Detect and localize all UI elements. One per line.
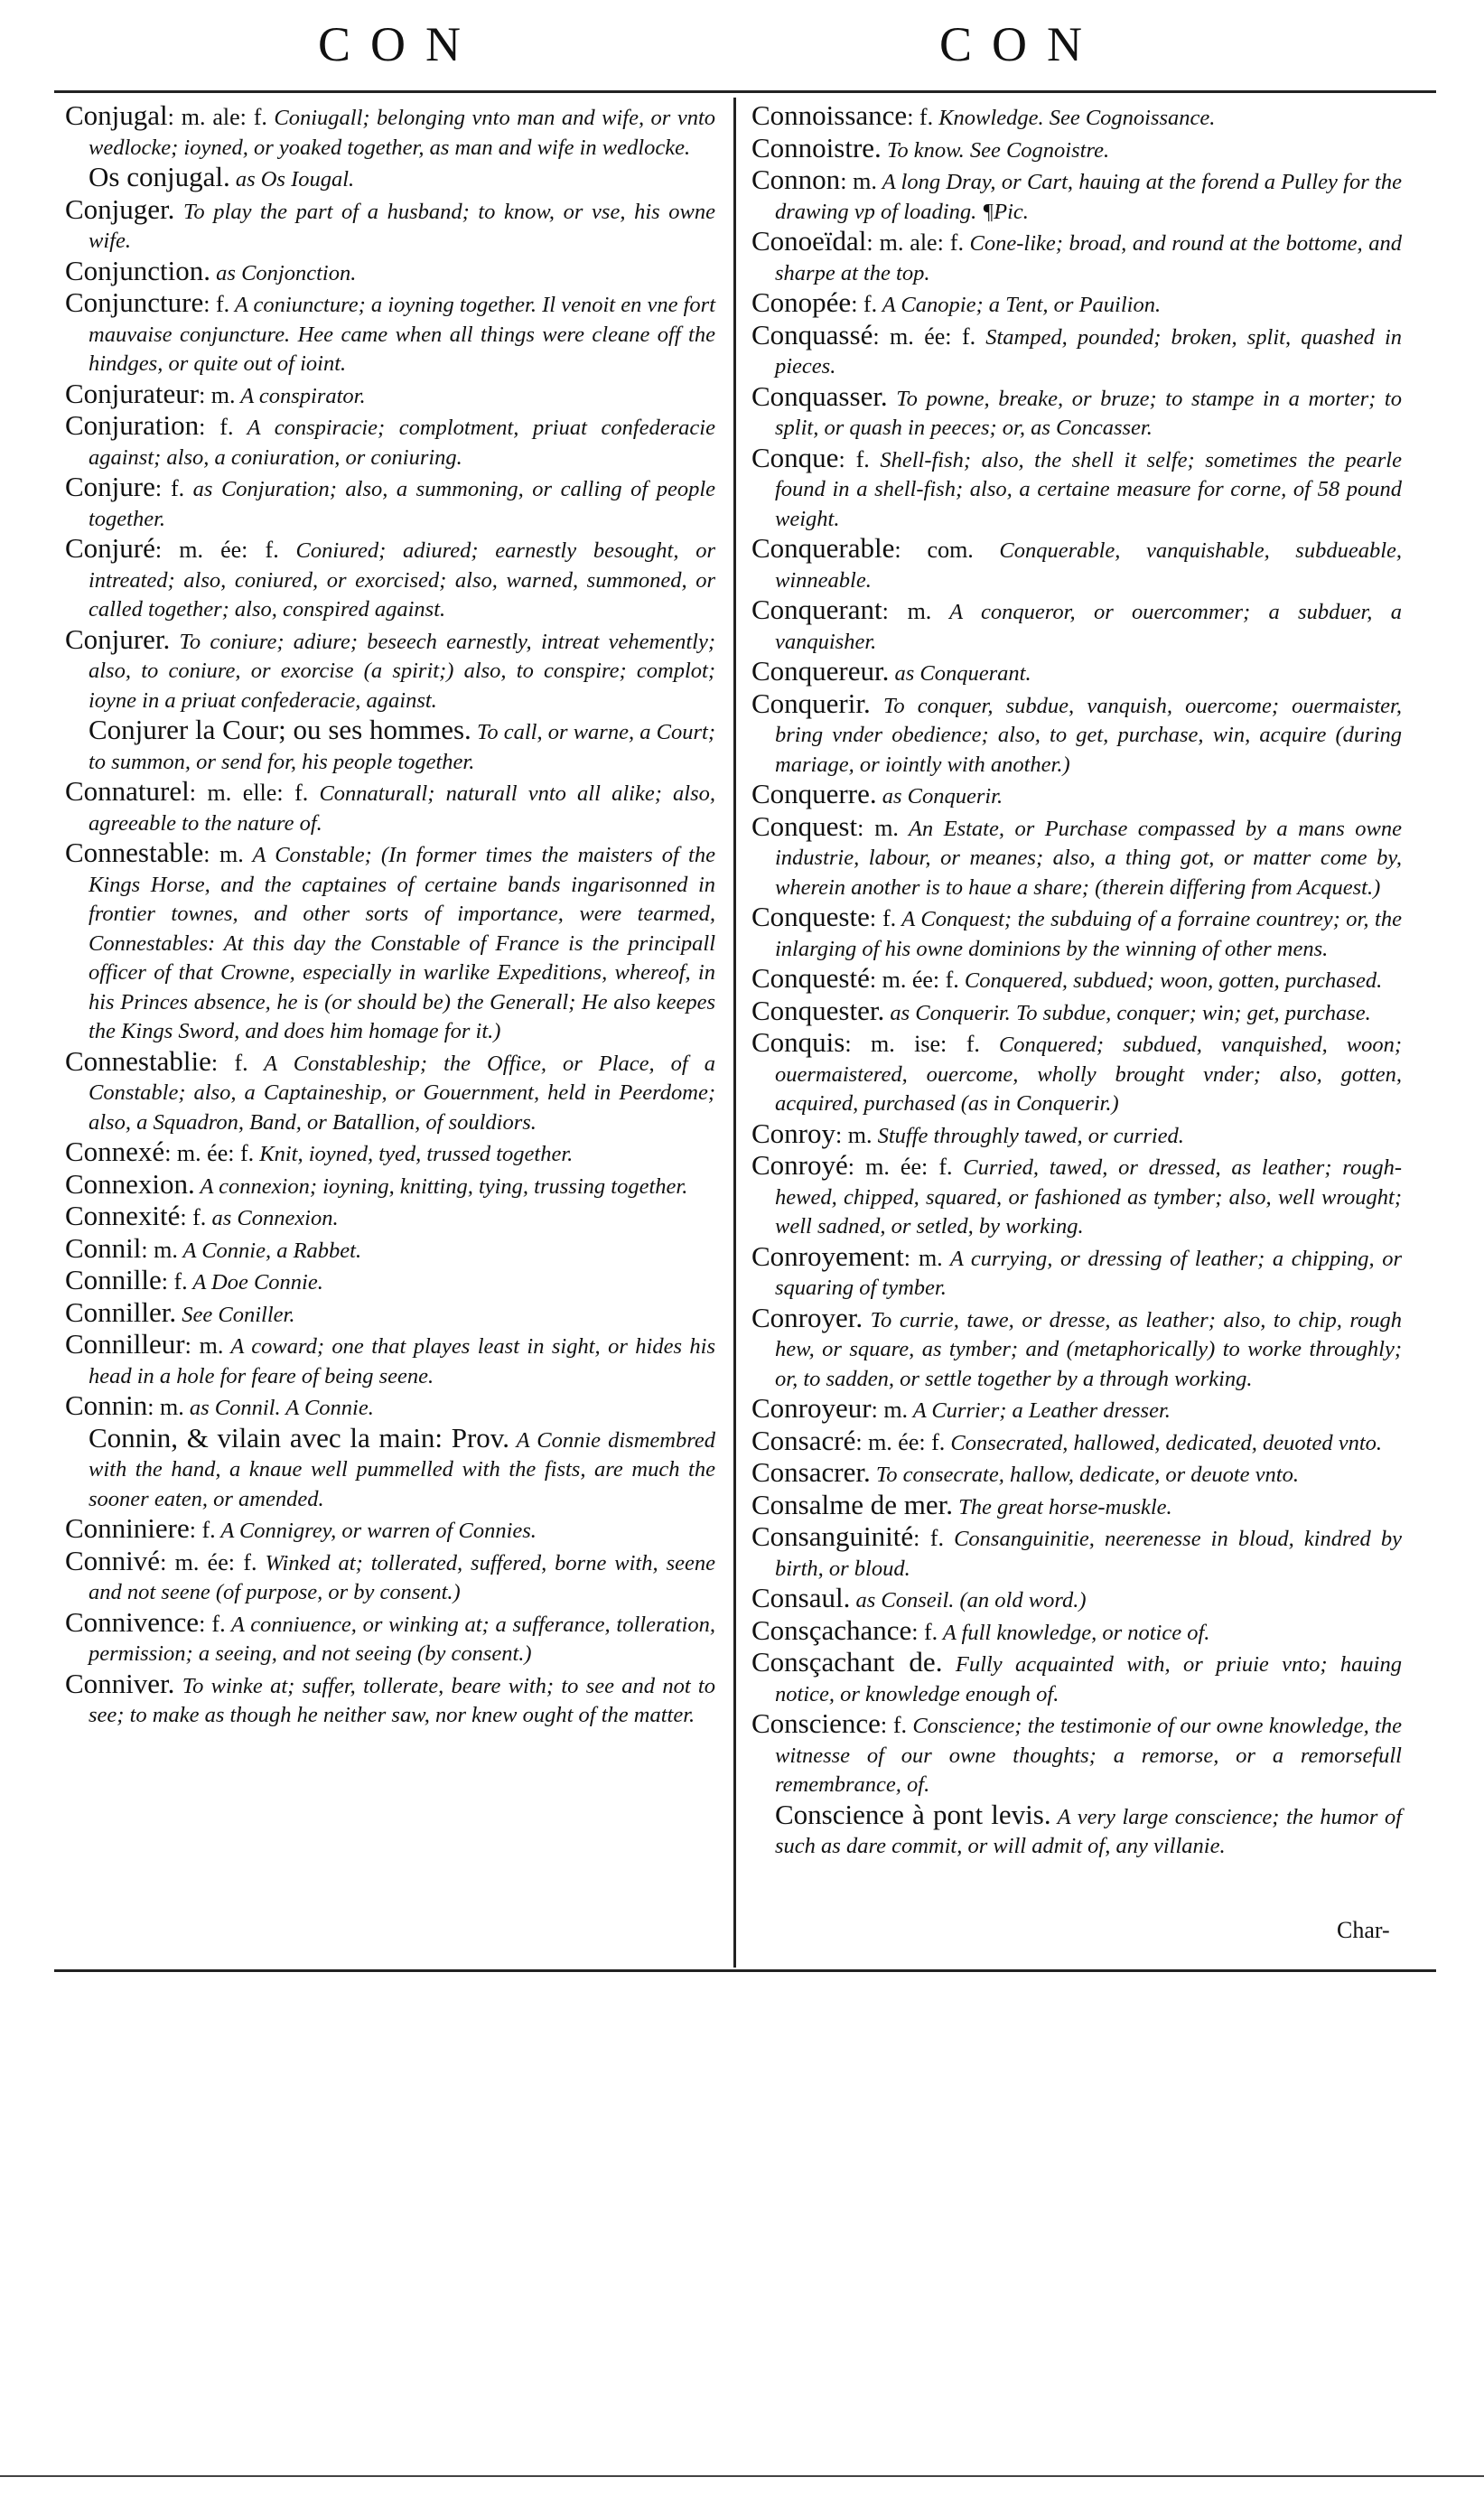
entry-headword: Conque [751,441,839,473]
entry-definition: To winke at; suffer, tollerate, beare with; to see and not to see; to make as though he neither saw, nor knew ought of the matter. [89,1673,715,1727]
entry-grammar: : f. [161,1268,188,1295]
dictionary-entry [751,964,1402,996]
entry-headword: Conjurateur [65,377,200,409]
dictionary-entry [65,1330,715,1391]
top-rule [54,90,1436,93]
dictionary-entry [65,715,715,777]
entry-grammar: : f. [880,1712,907,1738]
dictionary-entry [751,1301,1402,1395]
entry-headword: Conjuger. [65,192,175,225]
entry-grammar: : m. ée: f. [847,1154,953,1180]
entry-grammar: : m. [203,841,244,867]
entry-headword: Connille [65,1264,162,1295]
entry-definition: A Connie, a Rabbet. [177,1238,362,1263]
entry-headword: Consanguinité [751,1520,914,1552]
entry-definition: A Canopie; a Tent, or Pauilion. [877,293,1162,317]
dictionary-entry [751,165,1402,227]
entry-definition: To call, or warne, a Court; to summon, or send for, his people together. [89,720,715,774]
entry-headword: Conquis [751,1026,845,1058]
dictionary-entry [751,689,1402,781]
right-column [751,101,1402,1862]
entry-grammar: : m. [871,1397,909,1423]
dictionary-entry [751,902,1402,964]
entry-headword: Conquesté [751,962,870,994]
entry-headword: Conquest [751,809,858,842]
entry-definition: as Conjonction. [210,260,357,285]
entry-grammar: : m. [184,1332,224,1359]
entry-headword: Conqueste [751,901,870,932]
entry-definition: A Connigrey, or warren of Connies. [215,1519,537,1543]
entry-definition: A full knowledge, or notice of. [938,1620,1210,1645]
entry-headword: Conroy [751,1117,835,1149]
entry-headword: Consaul. [751,1582,851,1613]
dictionary-entry [65,1266,715,1298]
entry-definition: A conspirator. [235,383,366,408]
dictionary-entry [65,1544,715,1608]
entry-headword: Conquester. [751,994,885,1026]
entry-definition: Stamped, pounded; broken, split, quashed in pieces. [775,324,1402,379]
entry-definition: as Conquerir. [876,784,1003,809]
entry-headword: Conniver. [65,1667,175,1699]
dictionary-entry [751,1522,1402,1584]
entry-grammar: : m. ée: f. [160,1548,257,1575]
dictionary-entry [65,192,715,257]
entry-headword: Conquasser. [751,379,888,412]
entry-grammar: : f. [907,104,934,130]
dictionary-entry [751,1151,1402,1242]
entry-headword: Conjurer. [65,622,171,655]
entry-definition: Cone-like; broad, and round at the bottome, and sharpe at the top. [775,231,1402,285]
entry-grammar: : m. ée: f. [869,967,959,993]
dictionary-entry [751,318,1402,382]
entry-grammar: : f. [869,905,897,931]
entry-headword: Conroyeur [751,1392,872,1424]
running-head-left: CON [318,17,481,71]
entry-headword: Conroyement [751,1239,904,1272]
entry-headword: Conquereur. [751,655,890,687]
entry-grammar: : f. [180,1204,207,1230]
dictionary-entry [751,227,1402,288]
dictionary-entry [65,1137,715,1170]
entry-headword: Connin [65,1389,148,1421]
entry-headword: Conquassé [751,318,873,351]
entry-definition: A coniuncture; a ioyning together. Il venoit en vne fort mauvaise conjuncture. Hee came when all things were cleane off the hindges, or quite out of ioint. [89,293,715,376]
entry-grammar: : m. ée: f. [154,537,279,563]
dictionary-entry [65,1167,715,1202]
entry-headword: Connin, & vilain avec la main: Prov. [89,1421,510,1454]
dictionary-entry [751,1394,1402,1426]
entry-headword: Conquerre. [751,778,877,809]
dictionary-entry [65,838,715,1047]
dictionary-entry [751,1800,1402,1862]
entry-headword: Connexité [65,1200,181,1231]
entry-definition: A Doe Connie. [187,1270,323,1295]
entry-definition: Knowledge. See Cognoissance. [933,106,1216,130]
entry-definition: An Estate, or Purchase compassed by a mans owne industrie, labour, or meanes; also, a thing got, or matter come by, wherein another is to haue a share; (therein differing from Acquest.) [775,816,1402,900]
dictionary-entry [65,411,715,472]
dictionary-entry [65,101,715,163]
dictionary-entry [65,1669,715,1731]
entry-grammar: : f. [838,445,870,472]
entry-definition: Shell-fish; also, the shell it selfe; sometimes the pearle found in a shell-fish; also, a certaine measure for corne, of 58 pound weight. [775,447,1402,531]
entry-definition: A Currier; a Leather dresser. [908,1398,1171,1423]
entry-grammar: : f. [911,1618,938,1645]
entry-grammar: : f. [210,1049,248,1076]
entry-headword: Conjunction. [65,254,211,286]
entry-grammar: : m. [903,1244,943,1271]
dictionary-entry [65,1514,715,1547]
dictionary-entry [751,288,1402,321]
entry-definition: Curried, tawed, or dressed, as leather; rough-hewed, chipped, squared, or fashioned as tymber; also, well wrought; well sadned, or setled, by working. [775,1155,1402,1239]
entry-headword: Consacré [751,1424,856,1456]
dictionary-entry [65,777,715,838]
dictionary-entry [751,379,1402,444]
entry-grammar: : f. [203,291,230,317]
entry-headword: Conquerable [751,532,895,564]
entry-headword: Conniniere [65,1512,190,1544]
entry-definition: A Constableship; the Office, or Place, of a Constable; also, a Captaineship, or Gouernment, held in Peerdome; also, a Squadron, Band, or Batallion, of souldiors. [89,1051,715,1135]
dictionary-entry [65,1044,715,1138]
column-divider [733,98,736,1968]
entry-headword: Conjuration [65,409,200,441]
dictionary-entry [751,809,1402,903]
entry-headword: Conquerir. [751,687,871,719]
entry-definition: as Connexion. [206,1206,339,1230]
entry-definition: Coniured; adiured; earnestly besought, or intreated; also, coniured, or exorcised; also, warned, summoned, or called together; also, conspired against. [89,538,715,622]
entry-headword: Conjugal [65,99,168,131]
entry-definition: A conniuence, or winking at; a sufferance, tolleration, permission; a seeing, and not seeing (by consent.) [89,1612,715,1666]
bottom-rule [54,1969,1436,1972]
entry-headword: Consçachance [751,1613,912,1646]
dictionary-entry [65,379,715,412]
entry-definition: A Connie dismembred with the hand, a knaue well pummelled with the fists, are much the sooner eaten, or amended. [89,1427,715,1511]
dictionary-entry [65,254,715,289]
dictionary-entry [751,1648,1402,1709]
entry-definition: Consanguinitie, neerenesse in bloud, kindred by birth, or bloud. [775,1527,1402,1581]
entry-headword: Conjuncture [65,286,204,318]
entry-definition: A connexion; ioyning, knitting, tying, trussing together. [194,1173,688,1199]
entry-definition: To consecrate, hallow, dedicate, or deuote vnto. [870,1463,1299,1487]
entry-definition: Winked at; tollerated, suffered, borne with, seene and not seene (of purpose, or by consent.) [89,1550,715,1604]
entry-definition: To know. See Cognoistre. [881,137,1110,163]
dictionary-entry [751,1709,1402,1800]
entry-headword: Connestable [65,837,204,868]
entry-definition: Stuffe throughly tawed, or curried. [872,1123,1184,1148]
entry-definition: Conscience; the testimonie of our owne knowledge, the witnesse of our owne thoughts; a remorse, or a remorsefull remembrance, of. [775,1714,1402,1797]
entry-grammar: : f. [199,414,234,440]
entry-headword: Connil [65,1231,142,1264]
entry-grammar: : com. [894,537,974,563]
dictionary-entry [751,131,1402,166]
dictionary-entry [65,1605,715,1669]
entry-headword: Conniller. [65,1295,177,1328]
dictionary-entry [65,1421,715,1515]
entry-headword: Conscience à pont levis. [775,1798,1051,1830]
entry-grammar: : m. [141,1236,178,1263]
entry-definition: as Connil. A Connie. [183,1396,374,1420]
dictionary-entry [751,1028,1402,1119]
entry-definition: A long Dray, or Cart, hauing at the forend a Pulley for the drawing vp of loading. ¶Pic. [775,170,1402,224]
dictionary-entry [65,163,715,195]
entry-definition: The great horse-muskle. [952,1494,1172,1519]
entry-grammar: : m. [835,1121,873,1148]
entry-definition: To conquer, subdue, vanquish, ouercome; ouermaister, bring vnder obedience; also, to get, purchase, win, acquire (during mariage, or iointly with another.) [775,693,1402,777]
dictionary-entry [751,1613,1402,1649]
entry-headword: Os conjugal. [89,161,230,192]
entry-grammar: : m. ée: f. [855,1428,946,1455]
entry-headword: Connon [751,164,841,195]
dictionary-entry [65,472,715,534]
entry-headword: Connivence [65,1605,200,1638]
entry-headword: Connaturel [65,775,190,807]
entry-definition: Connaturall; naturall vnto all alike; also, agreeable to the nature of. [89,781,715,836]
entry-definition: Knit, ioyned, tyed, trussed together. [254,1142,574,1166]
entry-headword: Consalme de mer. [751,1488,953,1520]
entry-headword: Conjurer la Cour; ou ses hommes. [89,714,471,745]
entry-definition: as Conjuration; also, a summoning, or calling of people together. [89,477,716,531]
page-header [0,16,1484,89]
dictionary-entry [751,1584,1402,1616]
entry-grammar: : f. [199,1610,226,1637]
entry-headword: Conroyer. [751,1301,863,1333]
entry-grammar: : f. [851,291,878,317]
entry-definition: A conqueror, or ouercommer; a subduer, a vanquisher. [775,600,1402,654]
entry-headword: Connestablie [65,1044,211,1077]
entry-headword: Conoeïdal [751,225,867,257]
entry-definition: A Constable; (In former times the maisters of the Kings Horse, and the captaines of certaine bands ingarisonned in frontier townes, and other sorts of importance, were tearmed, Connestables: At this day the Constable of France is the principall officer of that Crowne, especially in warlike Expeditions, whereof, in his Princes absence, he is (or should be) the Generall; He also keepes the Kings Sword, and does him homage for it.) [89,843,715,1043]
entry-headword: Connilleur [65,1328,185,1360]
entry-definition: as Conquerir. To subdue, conquer; win; get, purchase. [884,1000,1371,1025]
dictionary-entry [751,1239,1403,1304]
entry-definition: To coniure; adiure; beseech earnestly, intreat vehemently; also, to coniure, or exorcise (a spirit;) also, to conspire; complot; ioyne in a priuat confederacie, against. [89,629,715,713]
dictionary-entry [65,1295,715,1331]
entry-grammar: : m. [840,168,877,194]
entry-grammar: : f. [154,475,185,501]
dictionary-entry [65,534,715,625]
dictionary-entry [751,1426,1402,1459]
entry-grammar: : m. [882,598,932,624]
running-head-right: CON [939,17,1103,71]
entry-definition: To currie, tawe, or dresse, as leather; also, to chip, rough hew, or square, as tymber; and (metaphorically) to worke throughly; or, to sadden, or settle together by a through working. [775,1307,1402,1391]
entry-definition: as Conseil. (an old word.) [850,1588,1087,1613]
dictionary-entry [65,1231,715,1267]
dictionary-entry [751,595,1402,657]
entry-definition: A currying, or dressing of leather; a chipping, or squaring of tymber. [775,1246,1403,1300]
entry-headword: Conopée [751,286,852,318]
entry-definition: A coward; one that playes least in sight, or hides his head in a hole for feare of being seene. [89,1334,716,1388]
catchword: Char- [1337,1917,1390,1943]
entry-headword: Conroyé [751,1149,848,1181]
entry-definition: A conspiracie; complotment, priuat confederacie against; also, a coniuration, or coniuring. [89,416,715,470]
entry-grammar: : m. ée: f. [873,323,976,350]
dictionary-entry [751,1458,1402,1491]
entry-grammar: : m. [857,814,899,841]
entry-headword: Consacrer. [751,1456,871,1488]
entry-grammar: : m. [147,1394,184,1420]
entry-definition: To play the part of a husband; to know, or vse, his owne wife. [89,199,715,253]
entry-definition: Coniugall; belonging vnto man and wife, or vnto wedlocke; ioyned, or yoaked together, as man and wife in wedlocke. [89,106,716,160]
entry-definition: To powne, breake, or bruze; to stampe in a morter; to split, or quash in peeces; or, as Concasser. [775,386,1402,440]
entry-grammar: : f. [189,1517,216,1543]
entry-definition: A Conquest; the subduing of a forraine countrey; or, the inlarging of his owne dominions by the winning of other mens. [775,907,1402,961]
entry-grammar: : m. elle: f. [189,780,309,806]
entry-grammar: : m. ée: f. [164,1140,255,1166]
entry-headword: Conquerant [751,594,882,625]
left-column [65,101,715,1731]
entry-grammar: : m. ale: f. [866,229,964,256]
entry-headword: Consçachant de. [751,1646,943,1678]
dictionary-entry [65,1391,715,1424]
entry-definition: Fully acquainted with, or priuie vnto; hauing notice, or knowledge enough of. [775,1652,1402,1706]
entry-grammar: : f. [913,1525,944,1551]
entry-definition: Consecrated, hallowed, dedicated, deuoted vnto. [945,1430,1383,1455]
entry-headword: Connexion. [65,1167,195,1200]
entry-grammar: : m. ale: f. [167,104,267,130]
page-foot-rule [0,2475,1484,2477]
entry-headword: Connivé [65,1544,161,1576]
dictionary-entry [65,1201,715,1234]
entry-headword: Conjuré [65,532,155,564]
entry-grammar: : m. [199,381,236,408]
dictionary-entry [751,780,1402,812]
dictionary-entry [751,996,1402,1029]
dictionary-entry [65,288,715,379]
entry-definition: Conquered; subdued, vanquished, woon; ouermaistered, ouercome, wholly brought vnder; also, gotten, acquired, purchased (as in Conquerir.) [775,1033,1403,1116]
dictionary-entry [751,441,1402,535]
entry-definition: A very large conscience; the humor of such as dare commit, or will admit of, any villanie. [775,1804,1403,1858]
dictionary-entry [751,534,1402,595]
entry-definition: Conquerable, vanquishable, subdueable, winneable. [775,538,1402,593]
entry-headword: Conscience [751,1707,881,1739]
entry-definition: as Conquerant. [889,661,1031,686]
entry-headword: Connoistre. [751,131,882,164]
dictionary-entry [751,101,1402,134]
dictionary-entry [751,657,1402,689]
entry-definition: as Os Iougal. [229,167,355,192]
entry-definition: See Coniller. [176,1302,295,1327]
entry-headword: Conjure [65,471,155,502]
entry-headword: Connexé [65,1136,165,1167]
entry-headword: Connoissance [751,99,908,131]
entry-definition: Conquered, subdued; woon, gotten, purchased. [958,968,1383,993]
dictionary-entry [65,622,715,716]
dictionary-entry [751,1119,1402,1152]
dictionary-entry [751,1488,1402,1523]
entry-grammar: : m. ise: f. [845,1031,980,1057]
